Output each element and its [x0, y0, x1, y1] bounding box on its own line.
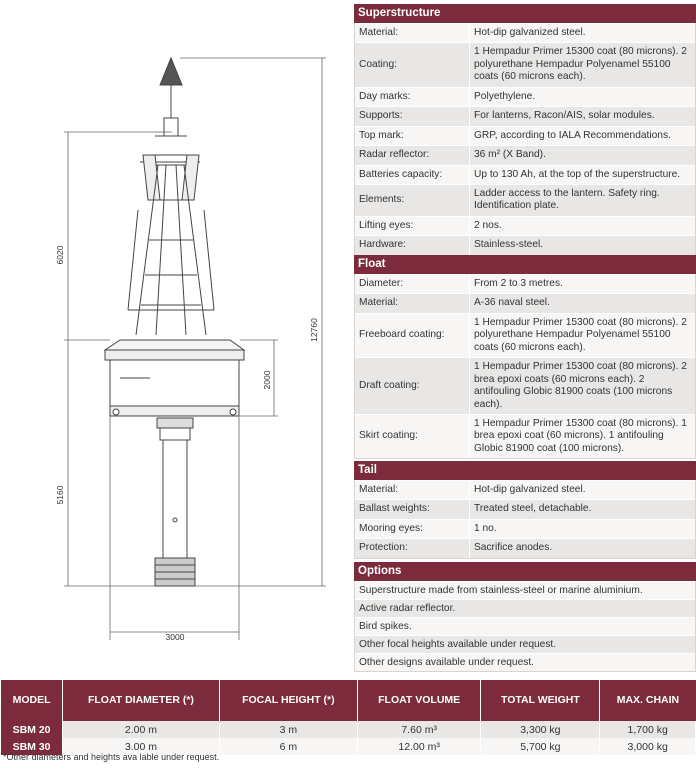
options-panel: [354, 562, 696, 672]
superstructure-row: [355, 235, 695, 254]
dim-superstructure-label: 6020: [55, 245, 65, 265]
table-cell: 5,700 kg: [481, 738, 600, 755]
tail-row-label: Protection:: [359, 542, 408, 554]
superstructure-row-label: Batteries capacity:: [359, 168, 443, 180]
table-cell: 12.00 m³: [357, 738, 481, 755]
dim-float-label: 2000: [262, 370, 272, 390]
footnote: *Other diameters and heights ava lable under request.: [3, 752, 220, 762]
superstructure-row: [355, 23, 695, 42]
float-row-value: 1 Hempadur Primer 15300 coat (80 microns). 2 polyurethane Hempadur Polyenamel 55100 coats (60 microns each).: [469, 314, 695, 357]
option-item: Bird spikes.: [355, 617, 695, 635]
tail-row-value: Hot-dip galvanized steel.: [469, 481, 695, 499]
superstructure-row-value: Up to 130 Ah, at the top of the superstructure.: [469, 166, 695, 184]
float-row-value: 1 Hempadur Primer 15300 coat (80 microns). 1 brea epoxi coat (60 microns). 1 antifouling Globic 81900 coat (100 microns).: [469, 415, 695, 458]
table-row: [1, 721, 696, 738]
table-cell: SBM 20: [1, 721, 63, 738]
superstructure-row-label: Day marks:: [359, 90, 411, 102]
float-title: Float: [354, 255, 696, 274]
float-row-value: From 2 to 3 metres.: [469, 275, 695, 293]
float-row-label: Diameter:: [359, 278, 404, 289]
tail-row: [355, 519, 695, 538]
superstructure-row-value: For lanterns, Racon/AIS, solar modules.: [469, 107, 695, 125]
float-row-label: Material:: [359, 297, 399, 309]
superstructure-row-label: Supports:: [359, 110, 403, 122]
tail-row-value: 1 no.: [469, 520, 695, 538]
dim-diameter-label: 3000: [165, 632, 185, 642]
float-row-value: A-36 naval steel.: [469, 294, 695, 312]
models-table-header-cell: FOCAL HEIGHT (*): [219, 680, 357, 721]
float-row: [355, 313, 695, 357]
superstructure-row: [355, 42, 695, 86]
tail-row-label: Material:: [359, 484, 399, 495]
option-item: Other designs available under request.: [355, 653, 695, 671]
superstructure-row-label: Hardware:: [359, 239, 406, 251]
superstructure-row-label: Material:: [359, 27, 399, 38]
dim-tail-label: 5160: [55, 485, 65, 505]
models-table-header-cell: MODEL: [1, 680, 63, 721]
float-row-label: Skirt coating:: [359, 430, 418, 442]
superstructure-row: [355, 184, 695, 216]
tail-row-value: Treated steel, detachable.: [469, 500, 695, 518]
superstructure-row-value: 36 m² (X Band).: [469, 146, 695, 164]
table-cell: 3,000 kg: [600, 738, 696, 755]
table-cell: 3,300 kg: [481, 721, 600, 738]
superstructure-row: [355, 126, 695, 145]
models-table-header-cell: FLOAT DIAMETER (*): [63, 680, 220, 721]
models-table-header-cell: MAX. CHAIN: [600, 680, 696, 721]
option-item: Active radar reflector.: [355, 599, 695, 617]
options-list: [354, 581, 696, 672]
float-row: [355, 357, 695, 414]
superstructure-row-value: GRP, according to IALA Recommendations.: [469, 127, 695, 145]
tail-rows: [354, 480, 696, 559]
tail-row: [355, 499, 695, 518]
tail-row-label: Ballast weights:: [359, 503, 430, 515]
superstructure-row-value: Ladder access to the lantern. Safety ring. Identification plate.: [469, 185, 695, 216]
superstructure-rows: [354, 23, 696, 256]
option-item: Other focal heights available under request.: [355, 635, 695, 653]
option-item: Superstructure made from stainless-steel or marine aluminium.: [355, 581, 695, 599]
superstructure-row-value: 2 nos.: [469, 217, 695, 235]
superstructure-panel: [354, 4, 696, 256]
tail-row: [355, 538, 695, 557]
superstructure-row-value: Stainless-steel.: [469, 236, 695, 254]
table-cell: 6 m: [219, 738, 357, 755]
options-title: Options: [354, 562, 696, 581]
superstructure-row: [355, 106, 695, 125]
superstructure-row: [355, 165, 695, 184]
table-cell: 1,700 kg: [600, 721, 696, 738]
superstructure-row-label: Elements:: [359, 194, 405, 206]
float-rows: [354, 274, 696, 459]
superstructure-row-label: Coating:: [359, 58, 397, 70]
models-table: [1, 680, 696, 755]
table-cell: 7.60 m³: [357, 721, 481, 738]
table-cell: 3.00 m: [63, 738, 220, 755]
superstructure-row-value: Polyethylene.: [469, 88, 695, 106]
superstructure-row-value: Hot-dip galvanized steel.: [469, 24, 695, 42]
float-row: [355, 293, 695, 312]
models-table-header: [1, 680, 696, 721]
float-panel: [354, 255, 696, 459]
float-row-value: 1 Hempadur Primer 15300 coat (80 microns). 2 brea epoxi coats (60 microns each). 2 antifouling Globic 81900 coats (100 microns each).: [469, 358, 695, 414]
models-table-header-cell: TOTAL WEIGHT: [481, 680, 600, 721]
tail-panel: [354, 461, 696, 559]
superstructure-title: Superstructure: [354, 4, 696, 23]
superstructure-row-label: Lifting eyes:: [359, 219, 414, 231]
tail-row-label: Mooring eyes:: [359, 522, 423, 534]
tail-row: [355, 480, 695, 499]
superstructure-row: [355, 87, 695, 106]
models-table-header-cell: FLOAT VOLUME: [357, 680, 481, 721]
table-cell: 2.00 m: [63, 721, 220, 738]
float-row: [355, 414, 695, 458]
superstructure-row: [355, 216, 695, 235]
superstructure-row-label: Radar reflector:: [359, 149, 430, 161]
superstructure-row-value: 1 Hempadur Primer 15300 coat (80 microns). 2 polyurethane Hempadur Polyenamel 55100 coats (60 microns each).: [469, 43, 695, 86]
superstructure-row: [355, 145, 695, 164]
superstructure-row-label: Top mark:: [359, 129, 404, 141]
float-row-label: Freeboard coating:: [359, 329, 445, 341]
dim-total-label: 12760: [309, 318, 319, 342]
table-cell: 3 m: [219, 721, 357, 738]
buoy-technical-drawing: [0, 0, 350, 660]
tail-row-value: Sacrifice anodes.: [469, 539, 695, 557]
tail-title: Tail: [354, 461, 696, 480]
table-cell: SBM 30: [1, 738, 63, 755]
float-row: [355, 274, 695, 293]
float-row-label: Draft coating:: [359, 379, 420, 391]
